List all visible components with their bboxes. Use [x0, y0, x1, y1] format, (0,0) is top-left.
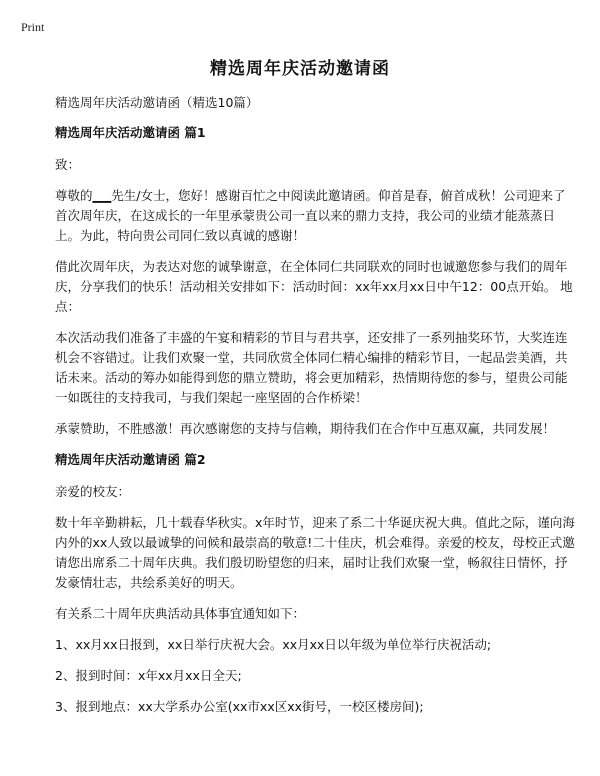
- section-1-paragraph-4: 承蒙赞助，不胜感激！再次感谢您的支持与信赖，期待我们在合作中互惠双赢，共同发展！: [55, 421, 556, 436]
- page-title: 精选周年庆活动邀请函: [210, 59, 390, 79]
- document-subtitle: 精选周年庆活动邀请函（精选10篇）: [55, 95, 259, 110]
- section-2-paragraph-1: 数十年辛勤耕耘，几十载春华秋实。x年时节，迎来了系二十华诞庆祝大典。值此之际，谨向海内外的xx人致以最诚挚的问候和最崇高的敬意!二十佳庆，机会难得。亲爱的校友，母校正式邀请您出席系二十周年庆典。我们殷切盼望您的归来，届时让我们欢聚一堂，畅叙往日情怀，抒发豪情壮志，共绘系美好的明天。: [55, 515, 575, 590]
- section-2-list-item-3: 3、报到地点：xx大学系办公室(xx市xx区xx街号，一校区楼房间);: [55, 699, 424, 714]
- salutation-body: 先生/女士，您好！感谢百忙之中阅读此邀请函。仰首是春，俯首成秋！公司迎来了首次周年庆，在这成长的一年里承蒙贵公司一直以来的鼎力支持，我公司的业绩才能蒸蒸日上。为此，特向贵公司同仁致以真诚的感谢！: [55, 188, 566, 243]
- section-2-heading: 精选周年庆活动邀请函 篇2: [55, 452, 206, 467]
- document-body: [55, 93, 575, 728]
- section-1-heading: 精选周年庆活动邀请函 篇1: [55, 125, 206, 140]
- section-2-paragraph-2: 有关系二十周年庆典活动具体事宜通知如下：: [55, 606, 306, 621]
- salutation-prefix: 尊敬的: [55, 188, 93, 203]
- print-link[interactable]: Print: [21, 20, 45, 34]
- name-blank: ___: [92, 188, 112, 203]
- section-2-greeting: 亲爱的校友：: [55, 484, 131, 499]
- section-1-greeting: 致：: [55, 157, 81, 172]
- section-1-paragraph-2: 借此次周年庆，为表达对您的诚挚谢意，在全体同仁共同联欢的同时也诚邀您参与我们的周年庆，分享我们的快乐！活动相关安排如下：活动时间：xx年xx月xx日中午12：00点开始。 地点：: [55, 259, 573, 314]
- section-2-list-item-1: 1、xx月xx日报到，xx日举行庆祝大会。xx月xx日以年级为单位举行庆祝活动;: [55, 637, 492, 652]
- section-2-list-item-2: 2、报到时间：x年xx月xx日全天;: [55, 668, 242, 683]
- section-1-paragraph-1: [55, 186, 575, 246]
- section-1-paragraph-3: 本次活动我们准备了丰盛的午宴和精彩的节目与君共享，还安排了一系列抽奖环节，大奖连连机会不容错过。让我们欢聚一堂，共同欣赏全体同仁精心编排的精彩节目，一起品尝美酒，共话未来。活动的筹办如能得到您的鼎立赞助，将会更加精彩，热情期待您的参与，望贵公司能一如既往的支持我司，与我们架起一座坚固的合作桥梁！: [55, 330, 568, 405]
